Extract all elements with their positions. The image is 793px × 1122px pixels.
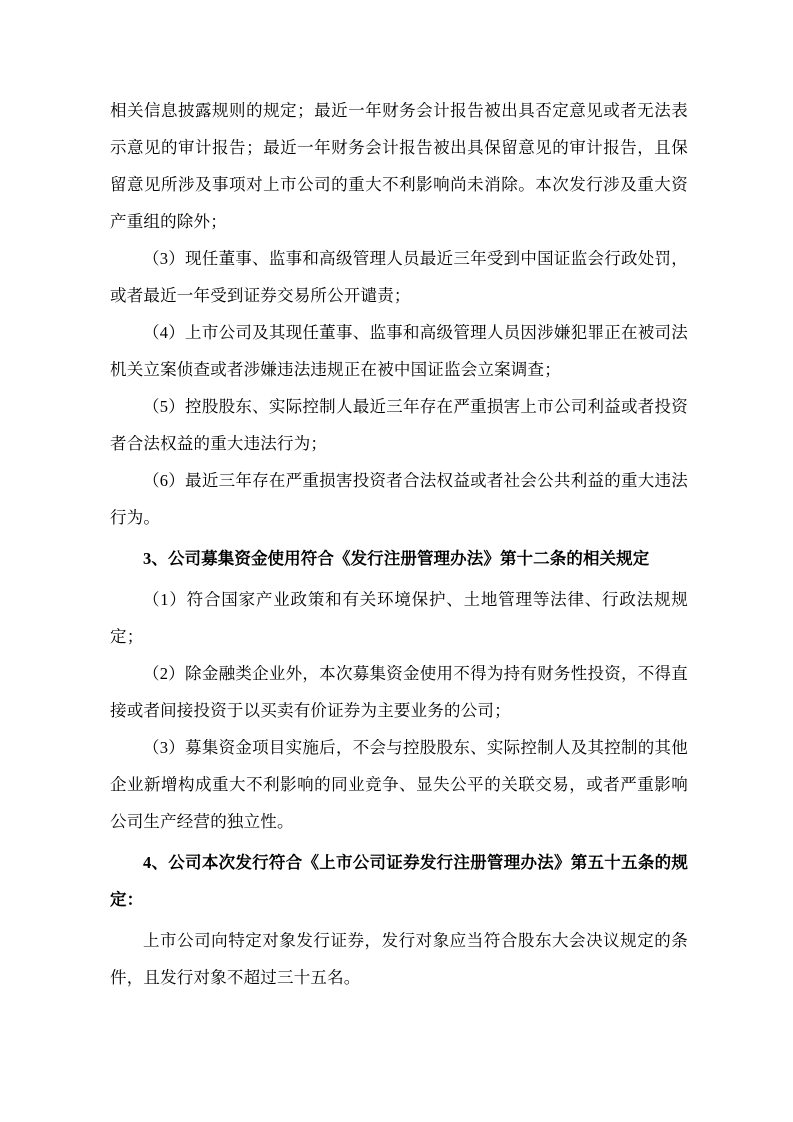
- heading-section-4: 4、公司本次发行符合《上市公司证券发行注册管理办法》第五十五条的规定：: [110, 853, 688, 909]
- paragraph-3-2: （2）除金融类企业外，本次募集资金使用不得为持有财务性投资，不得直接或者间接投资于以买卖有价证券为主要业务的公司；: [110, 664, 688, 720]
- paragraph-item-5: （5）控股股东、实际控制人最近三年存在严重损害上市公司利益或者投资者合法权益的重大违法行为；: [110, 397, 688, 453]
- page-body: [110, 92, 688, 996]
- paragraph-3-3: （3）募集资金项目实施后，不会与控股股东、实际控制人及其控制的其他企业新增构成重大不利影响的同业竞争、显失公平的关联交易，或者严重影响公司生产经营的独立性。: [110, 738, 688, 831]
- paragraph-item-6: （6）最近三年存在严重损害投资者合法权益或者社会公共利益的重大违法行为。: [110, 471, 688, 527]
- paragraph-3-1: （1）符合国家产业政策和有关环境保护、土地管理等法律、行政法规规定；: [110, 590, 688, 646]
- heading-section-3: 3、公司募集资金使用符合《发行注册管理办法》第十二条的相关规定: [143, 549, 650, 568]
- paragraph-continuation: 相关信息披露规则的规定；最近一年财务会计报告被出具否定意见或者无法表示意见的审计报告；最近一年财务会计报告被出具保留意见的审计报告，且保留意见所涉及事项对上市公司的重大不利影响尚未消除。本次发行涉及重大资产重组的除外；: [110, 101, 688, 231]
- paragraph-item-4: （4）上市公司及其现任董事、监事和高级管理人员因涉嫌犯罪正在被司法机关立案侦查或者涉嫌违法违规正在被中国证监会立案调查；: [110, 323, 688, 379]
- paragraph-4-1: 上市公司向特定对象发行证券，发行对象应当符合股东大会决议规定的条件，且发行对象不超过三十五名。: [110, 931, 688, 987]
- paragraph-item-3: （3）现任董事、监事和高级管理人员最近三年受到中国证监会行政处罚，或者最近一年受到证券交易所公开谴责；: [110, 249, 688, 305]
